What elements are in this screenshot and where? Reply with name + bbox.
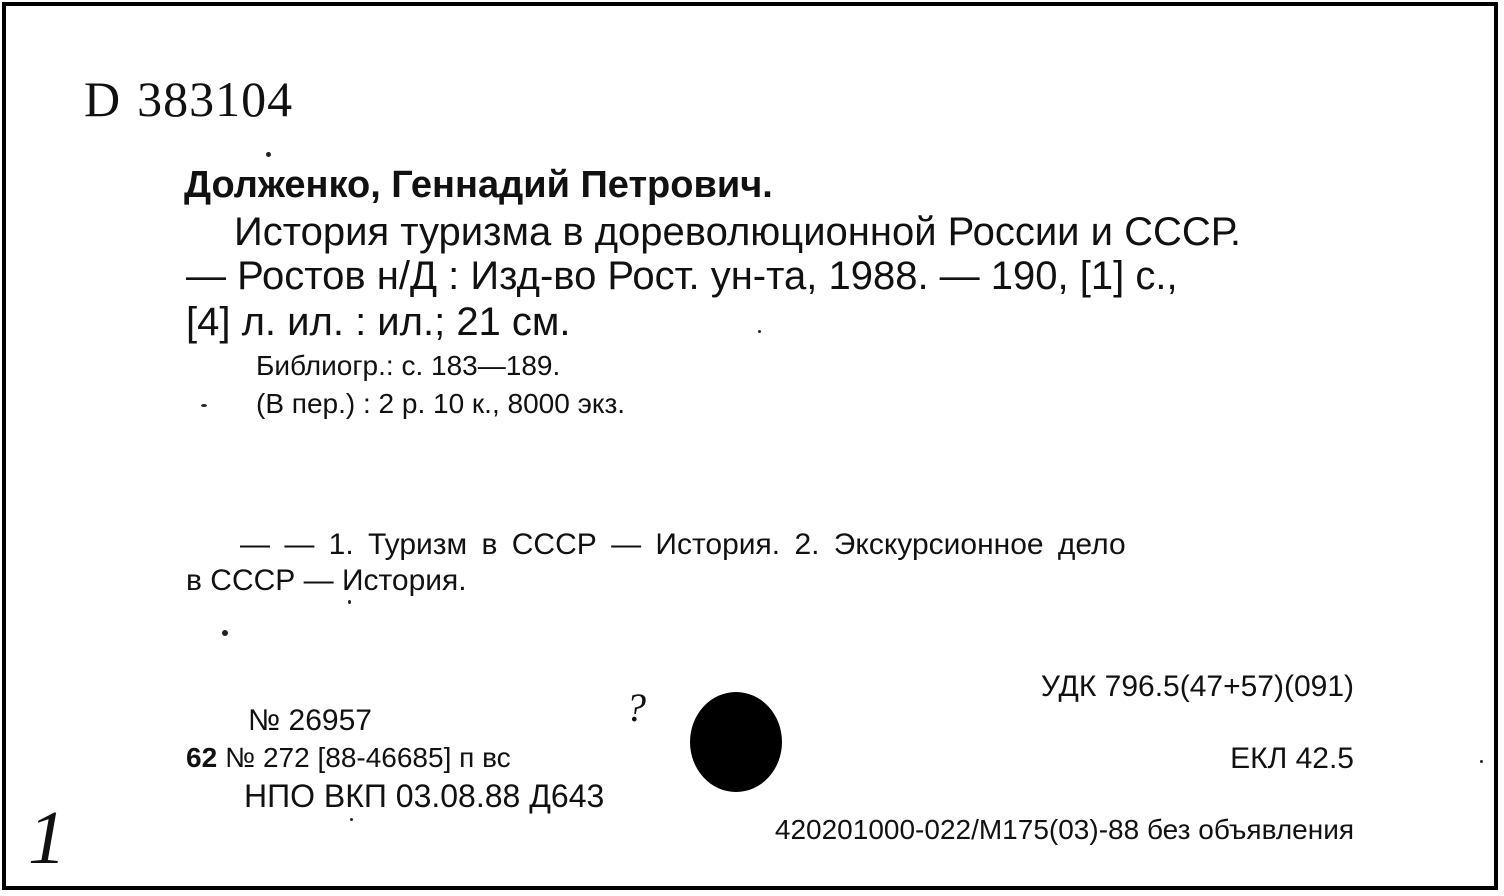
udk-code: УДК 796.5(47+57)(091) (1040, 670, 1354, 703)
order-number-prefix: 62 (186, 742, 218, 773)
bibliography-note: Библиогр.: с. 183—189. (256, 350, 561, 381)
speck (350, 818, 353, 821)
shelf-code (84, 71, 294, 127)
handwritten-number: 1 (28, 796, 66, 880)
subjects-line-1: — — 1. Туризм в СССР — История. 2. Экскурсионное дело (240, 528, 1126, 561)
handwritten-question-mark: ? (626, 685, 646, 730)
ekl-code: ЕКЛ 42.5 (1230, 742, 1354, 775)
title-line-3: [4] л. ил. : ил.; 21 см. (186, 300, 571, 344)
title-line-2: — Ростов н/Д : Изд-во Рост. ун-та, 1988. — 190, [1] с., (186, 254, 1178, 298)
price-note: (В пер.) : 2 р. 10 к., 8000 экз. (256, 388, 626, 419)
speck (222, 630, 228, 636)
speck (1480, 760, 1483, 763)
title-line-1: История туризма в дореволюционной России и СССР. (234, 210, 1241, 254)
order-number (186, 744, 511, 772)
speck (266, 152, 271, 157)
speck (758, 330, 761, 333)
isbn-line: 420201000-022/М175(03)-88 без объявления (774, 814, 1354, 845)
author-heading: Долженко, Геннадий Петрович. (184, 164, 773, 206)
record-number: № 26957 (248, 704, 372, 737)
speck (348, 600, 351, 604)
subjects-line-2: в СССР — История. (186, 564, 467, 597)
shelf-code-number: 383104 (137, 71, 294, 127)
order-number-rest: № 272 [88-46685] п вс (225, 742, 511, 773)
speck (201, 404, 207, 407)
shelf-code-prefix: D (84, 71, 122, 127)
punch-hole (690, 692, 782, 792)
npo-line: НПО ВКП 03.08.88 Д643 (244, 778, 605, 814)
